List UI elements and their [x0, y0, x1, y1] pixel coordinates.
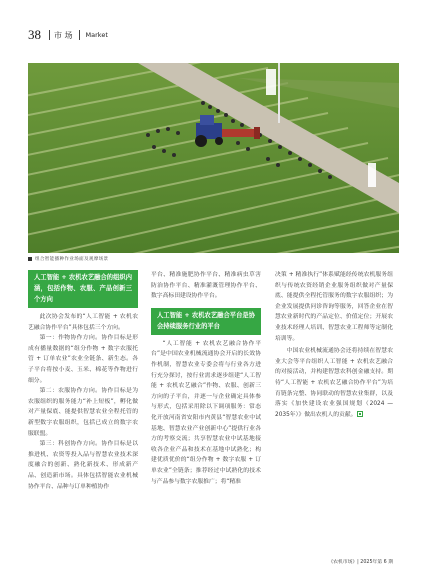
photo-caption [28, 256, 108, 262]
paragraph: 平台、精准施肥协作平台、精准病虫草害防治协作平台、精准灌溉管理协作平台、数字高标田建设协作平台。 [151, 272, 261, 300]
paragraph: 第一：作物协作方向。协作目标是形成有播量数据的“组分作物 + 数字农服托管 + 订单农业”农业全链条、新生态。各子平台将按小麦、玉米、棉花等作物进行细分。 [28, 335, 138, 384]
subheading-box-2: 人工智能 + 农机农艺融合平台是协会持续服务行业的平台 [151, 308, 261, 335]
page-footer: 《农机市场》| 2025年第 6 期 [328, 560, 393, 565]
header-divider [79, 30, 80, 40]
field-demonstration-photo [28, 63, 399, 253]
column-3 [275, 270, 393, 420]
paragraph: 决策 + 精准执行”体系赋能经传统农机服务组织与传统农资经销企业服务组织做对产量保底、能提供全程托管服务的数字农服组织；为企业发展提供问诊咨询等服务，回答企业在智慧农业新时代的产品定位、价值定位；开展农业技术经理人培训、智慧农业工程师等定制化培训等。 [275, 272, 393, 342]
paragraph: 此次协会发布的“人工智能 + 农机农艺融合协作平台”具体包括三个方向。 [28, 314, 138, 331]
page-number: 38 [28, 27, 41, 42]
caption-text: 组合智能播种作业场面及观摩场景 [35, 257, 109, 262]
paragraph [275, 346, 393, 420]
end-mark-icon [357, 411, 363, 417]
paragraph: 第二：农服协作方向。协作目标是为农服组织的服务能力“补上短板”，孵化做对产量保底、能提供智慧农业全程托管的新型数字农服组织，包括已成立的数字农服联盟。 [28, 388, 138, 437]
column-1 [28, 270, 138, 492]
caption-marker [28, 257, 32, 261]
section-title: 市 场 [54, 30, 73, 40]
subheading-box-1: 人工智能 + 农机农艺融合的组织内涵，包括作物、农服、产品创新三个方向 [28, 270, 138, 308]
header-divider [49, 30, 50, 40]
paragraph-text: 中国农业机械流通协会还将持续在智慧农业大会等平台组织人工智能 + 农机农艺融合的对接活动，并构建智慧农科创金融支持。期待“人工智能 + 农机农艺融合协作平台”为培育链条完整、协同联动的智慧农业集群，以及落实《加快建设农业强国规划（2024 — 2035年）》做出农机人的贡献。 [275, 348, 393, 418]
paragraph: 第三：科创协作方向。协作目标是以推进机、农资等投入品与智慧农业技术深度融合的创新、熟化新技术、形成新产品、创造新市场。具体包括智能农业机械协作平台、品种与订单种植协作 [28, 441, 138, 490]
section-title-en: Market [85, 31, 108, 39]
page-header [28, 28, 108, 42]
paragraph: “人工智能 + 农机农艺融合协作平台”是中国农业机械流通协会开启的长效协作机制，智慧农业专委会将与行业各方进行充分探讨，按行业需求逐步组建“人工智能 + 农机农艺融合”作物、农服、创新三方向的子平台，并逐一与企业确定具体参与形式，包括采用除以下调项服务：常态化开放河南省安阳市内黄县“智慧农业中试基地、智慧农业产业创新中心”提供行业各方的考察交流；共享智慧农业中试基地接收各企业产品和技术在基地中试熟化；构建优质优价的“组分作物 + 数字农服 + 订单农业”全链条；推荐经过中试熟化的技术与产品参与数字农服推广；将“精准 [151, 340, 261, 485]
column-2 [151, 270, 261, 487]
